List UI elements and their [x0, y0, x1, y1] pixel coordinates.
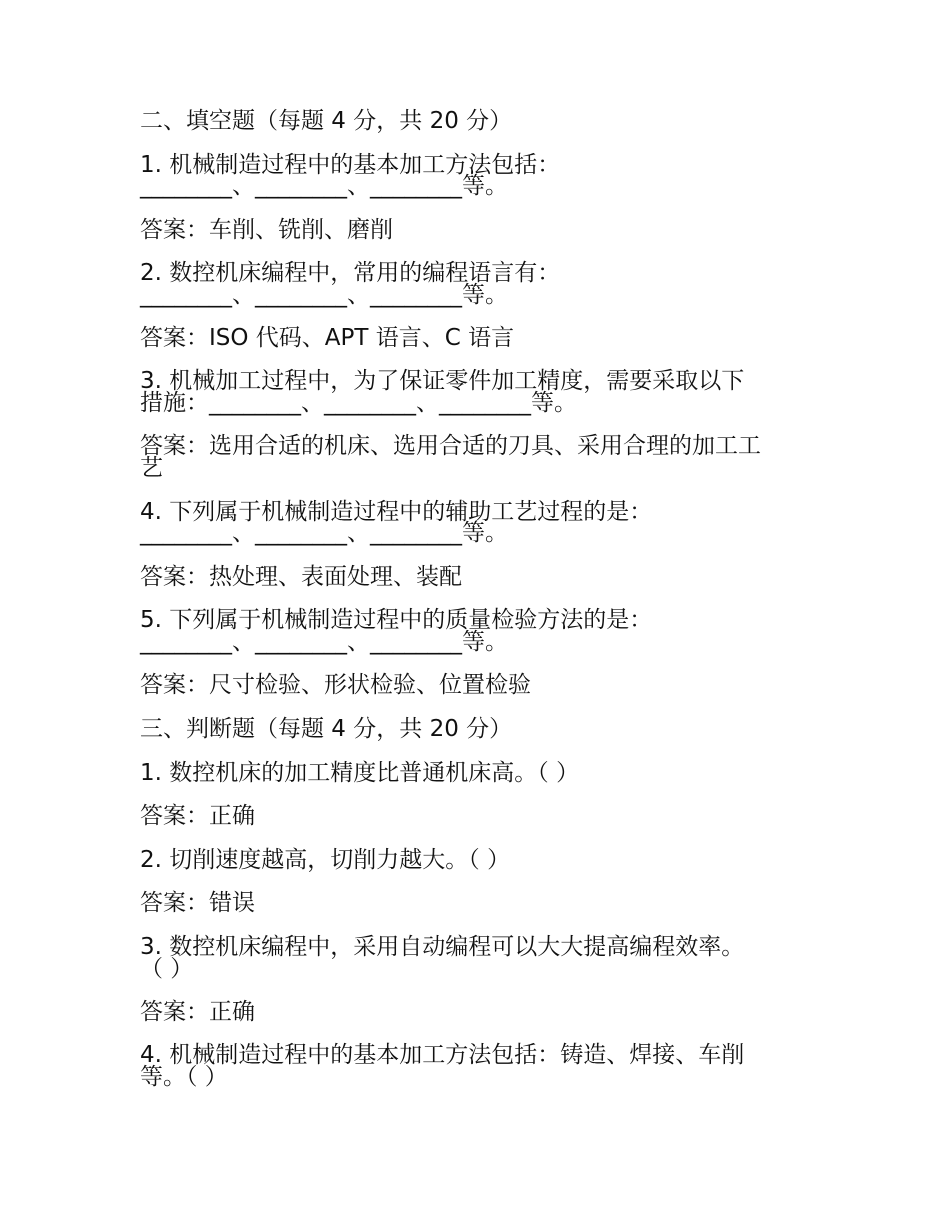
- question-text: 1. 机械制造过程中的基本加工方法包括：: [140, 152, 561, 178]
- answer-text: 答案：热处理、表面处理、装配: [140, 564, 462, 590]
- answer-text: 答案：正确: [140, 999, 255, 1025]
- question-text: 4. 下列属于机械制造过程中的辅助工艺过程的是：: [140, 499, 653, 525]
- question-bracket: （ ）: [140, 956, 194, 982]
- section-heading-fill-in: 二、填空题（每题 4 分，共 20 分）: [140, 108, 513, 134]
- answer-text: 答案：尺寸检验、形状检验、位置检验: [140, 672, 531, 698]
- section-heading-true-false: 三、判断题（每题 4 分，共 20 分）: [140, 716, 513, 742]
- question-text: 1. 数控机床的加工精度比普通机床高。（ ）: [140, 760, 580, 786]
- question-text: 2. 切削速度越高，切削力越大。（ ）: [140, 847, 511, 873]
- question-text: 2. 数控机床编程中，常用的编程语言有：: [140, 260, 561, 286]
- question-blanks: ________、________、________等。: [140, 629, 508, 655]
- question-text: 3. 机械加工过程中，为了保证零件加工精度，需要采取以下: [140, 368, 745, 394]
- question-blanks: ________、________、________等。: [140, 173, 508, 199]
- answer-text: 答案：正确: [140, 803, 255, 829]
- answer-text: 答案：车削、铣削、磨削: [140, 217, 393, 243]
- answer-text: 答案：ISO 代码、APT 语言、C 语言: [140, 325, 515, 351]
- question-blanks: ________、________、________等。: [140, 282, 508, 308]
- answer-text: 答案：错误: [140, 890, 255, 916]
- answer-text-continued: 艺: [140, 455, 163, 481]
- question-blanks: ________、________、________等。: [140, 520, 508, 546]
- answer-text: 答案：选用合适的机床、选用合适的刀具、采用合理的加工工: [140, 433, 761, 459]
- question-blanks: 措施：________、________、________等。: [140, 390, 577, 416]
- question-text: 5. 下列属于机械制造过程中的质量检验方法的是：: [140, 607, 653, 633]
- question-bracket: 等。（ ）: [140, 1064, 228, 1090]
- question-text: 4. 机械制造过程中的基本加工方法包括：铸造、焊接、车削: [140, 1042, 745, 1068]
- question-text: 3. 数控机床编程中，采用自动编程可以大大提高编程效率。: [140, 934, 745, 960]
